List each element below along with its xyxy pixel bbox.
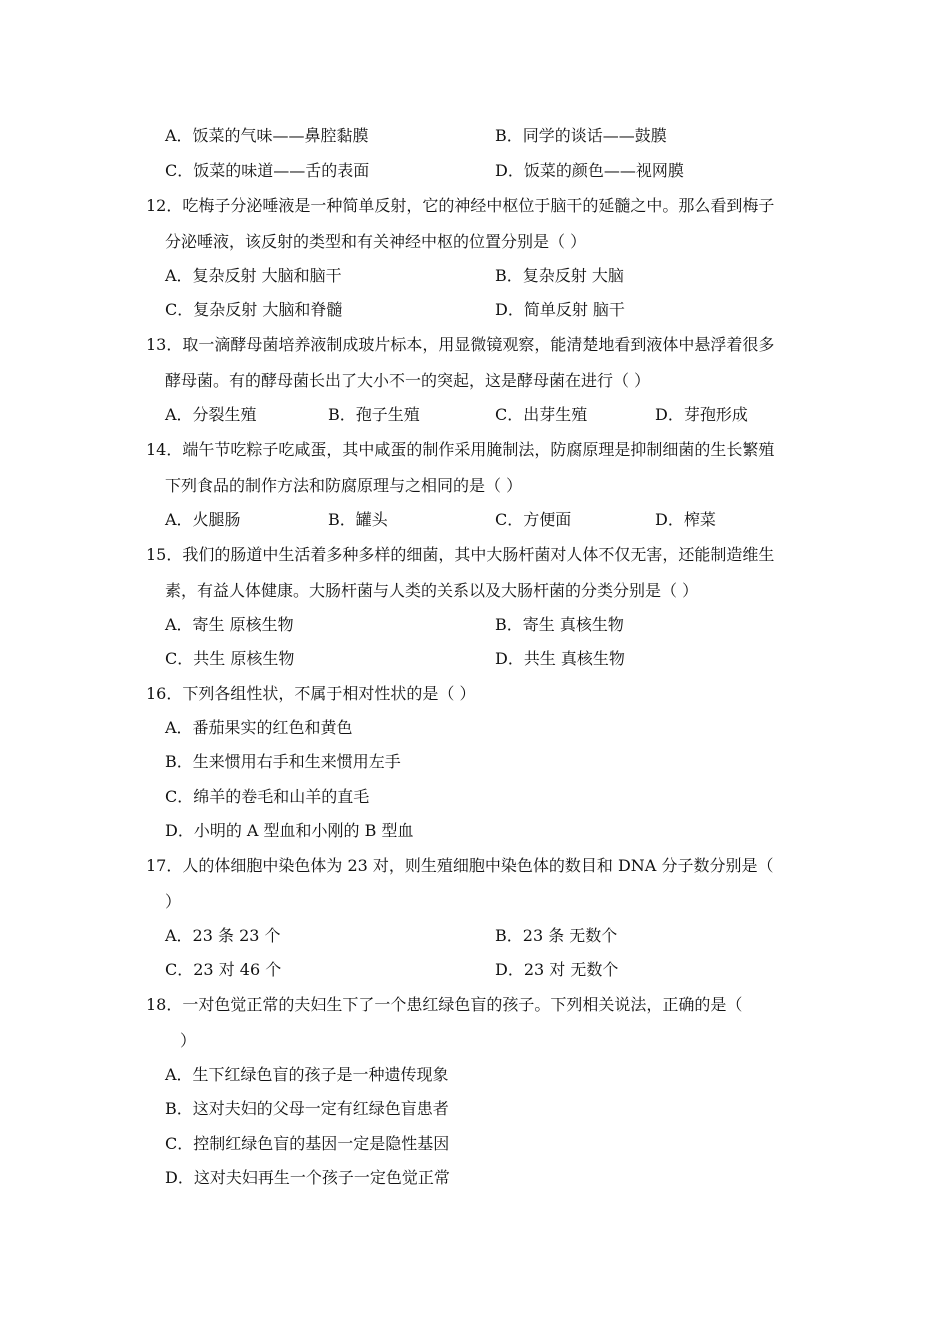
q12-option-b: B．复杂反射 大脑 (495, 266, 624, 285)
q17-option-c: C．23 对 46 个 (165, 960, 282, 979)
q18-option-c: C．控制红绿色盲的基因一定是隐性基因 (165, 1134, 450, 1153)
q12-option-a: A．复杂反射 大脑和脑干 (165, 266, 342, 285)
q16-stem-line1: 16．下列各组性状，不属于相对性状的是（ ） (146, 684, 476, 703)
q15-option-d: D．共生 真核生物 (495, 649, 625, 668)
q14-stem-line1: 14．端午节吃粽子吃咸蛋，其中咸蛋的制作采用腌制法，防腐原理是抑制细菌的生长繁殖 (146, 440, 775, 459)
q11-option-c: C．饭菜的味道——舌的表面 (165, 161, 370, 180)
q14-option-c: C．方便面 (495, 510, 572, 529)
q12-stem-line2: 分泌唾液，该反射的类型和有关神经中枢的位置分别是（ ） (165, 232, 587, 251)
q14-option-a: A．火腿肠 (165, 510, 241, 529)
q12-stem-line1: 12．吃梅子分泌唾液是一种简单反射，它的神经中枢位于脑干的延髓之中。那么看到梅子 (146, 196, 775, 215)
q18-option-b: B．这对夫妇的父母一定有红绿色盲患者 (165, 1099, 449, 1118)
q17-stem-line1: 17．人的体细胞中染色体为 23 对，则生殖细胞中染色体的数目和 DNA 分子数分别是（ (146, 856, 774, 875)
q18-stem-line1: 18．一对色觉正常的夫妇生下了一个患红绿色盲的孩子。下列相关说法，正确的是（ (146, 995, 743, 1014)
q13-stem-line2: 酵母菌。有的酵母菌长出了大小不一的突起，这是酵母菌在进行（ ） (165, 371, 651, 390)
q16-option-b: B．生来惯用右手和生来惯用左手 (165, 752, 401, 771)
q12-option-d: D．简单反射 脑干 (495, 300, 625, 319)
q17-option-d: D．23 对 无数个 (495, 960, 619, 979)
q14-stem-line2: 下列食品的制作方法和防腐原理与之相同的是（ ） (165, 476, 523, 495)
q13-option-d: D．芽孢形成 (655, 405, 748, 424)
q16-option-a: A．番茄果实的红色和黄色 (165, 718, 353, 737)
q11-option-d: D．饭菜的颜色——视网膜 (495, 161, 684, 180)
q16-option-c: C．绵羊的卷毛和山羊的直毛 (165, 787, 370, 806)
q18-option-d: D．这对夫妇再生一个孩子一定色觉正常 (165, 1168, 450, 1187)
q18-stem-line2: ） (180, 1031, 197, 1050)
q16-option-d: D．小明的 A 型血和小刚的 B 型血 (165, 821, 414, 840)
q13-option-b: B．孢子生殖 (328, 405, 420, 424)
q13-option-a: A．分裂生殖 (165, 405, 257, 424)
q11-option-a: A．饭菜的气味——鼻腔黏膜 (165, 126, 369, 145)
q17-stem-line2: ） (165, 892, 182, 911)
q15-option-a: A．寄生 原核生物 (165, 615, 294, 634)
q17-option-b: B．23 条 无数个 (495, 926, 618, 945)
q17-option-a: A．23 条 23 个 (165, 926, 281, 945)
q14-option-b: B．罐头 (328, 510, 388, 529)
q15-stem-line1: 15．我们的肠道中生活着多种多样的细菌，其中大肠杆菌对人体不仅无害，还能制造维生 (146, 545, 775, 564)
q15-stem-line2: 素，有益人体健康。大肠杆菌与人类的关系以及大肠杆菌的分类分别是（ ） (165, 581, 699, 600)
q13-stem-line1: 13．取一滴酵母菌培养液制成玻片标本，用显微镜观察，能清楚地看到液体中悬浮着很多 (146, 335, 775, 354)
q14-option-d: D．榨菜 (655, 510, 716, 529)
q12-option-c: C．复杂反射 大脑和脊髓 (165, 300, 343, 319)
q11-option-b: B．同学的谈话——鼓膜 (495, 126, 667, 145)
q18-option-a: A．生下红绿色盲的孩子是一种遗传现象 (165, 1065, 449, 1084)
q15-option-c: C．共生 原核生物 (165, 649, 295, 668)
q15-option-b: B．寄生 真核生物 (495, 615, 624, 634)
q13-option-c: C．出芽生殖 (495, 405, 588, 424)
